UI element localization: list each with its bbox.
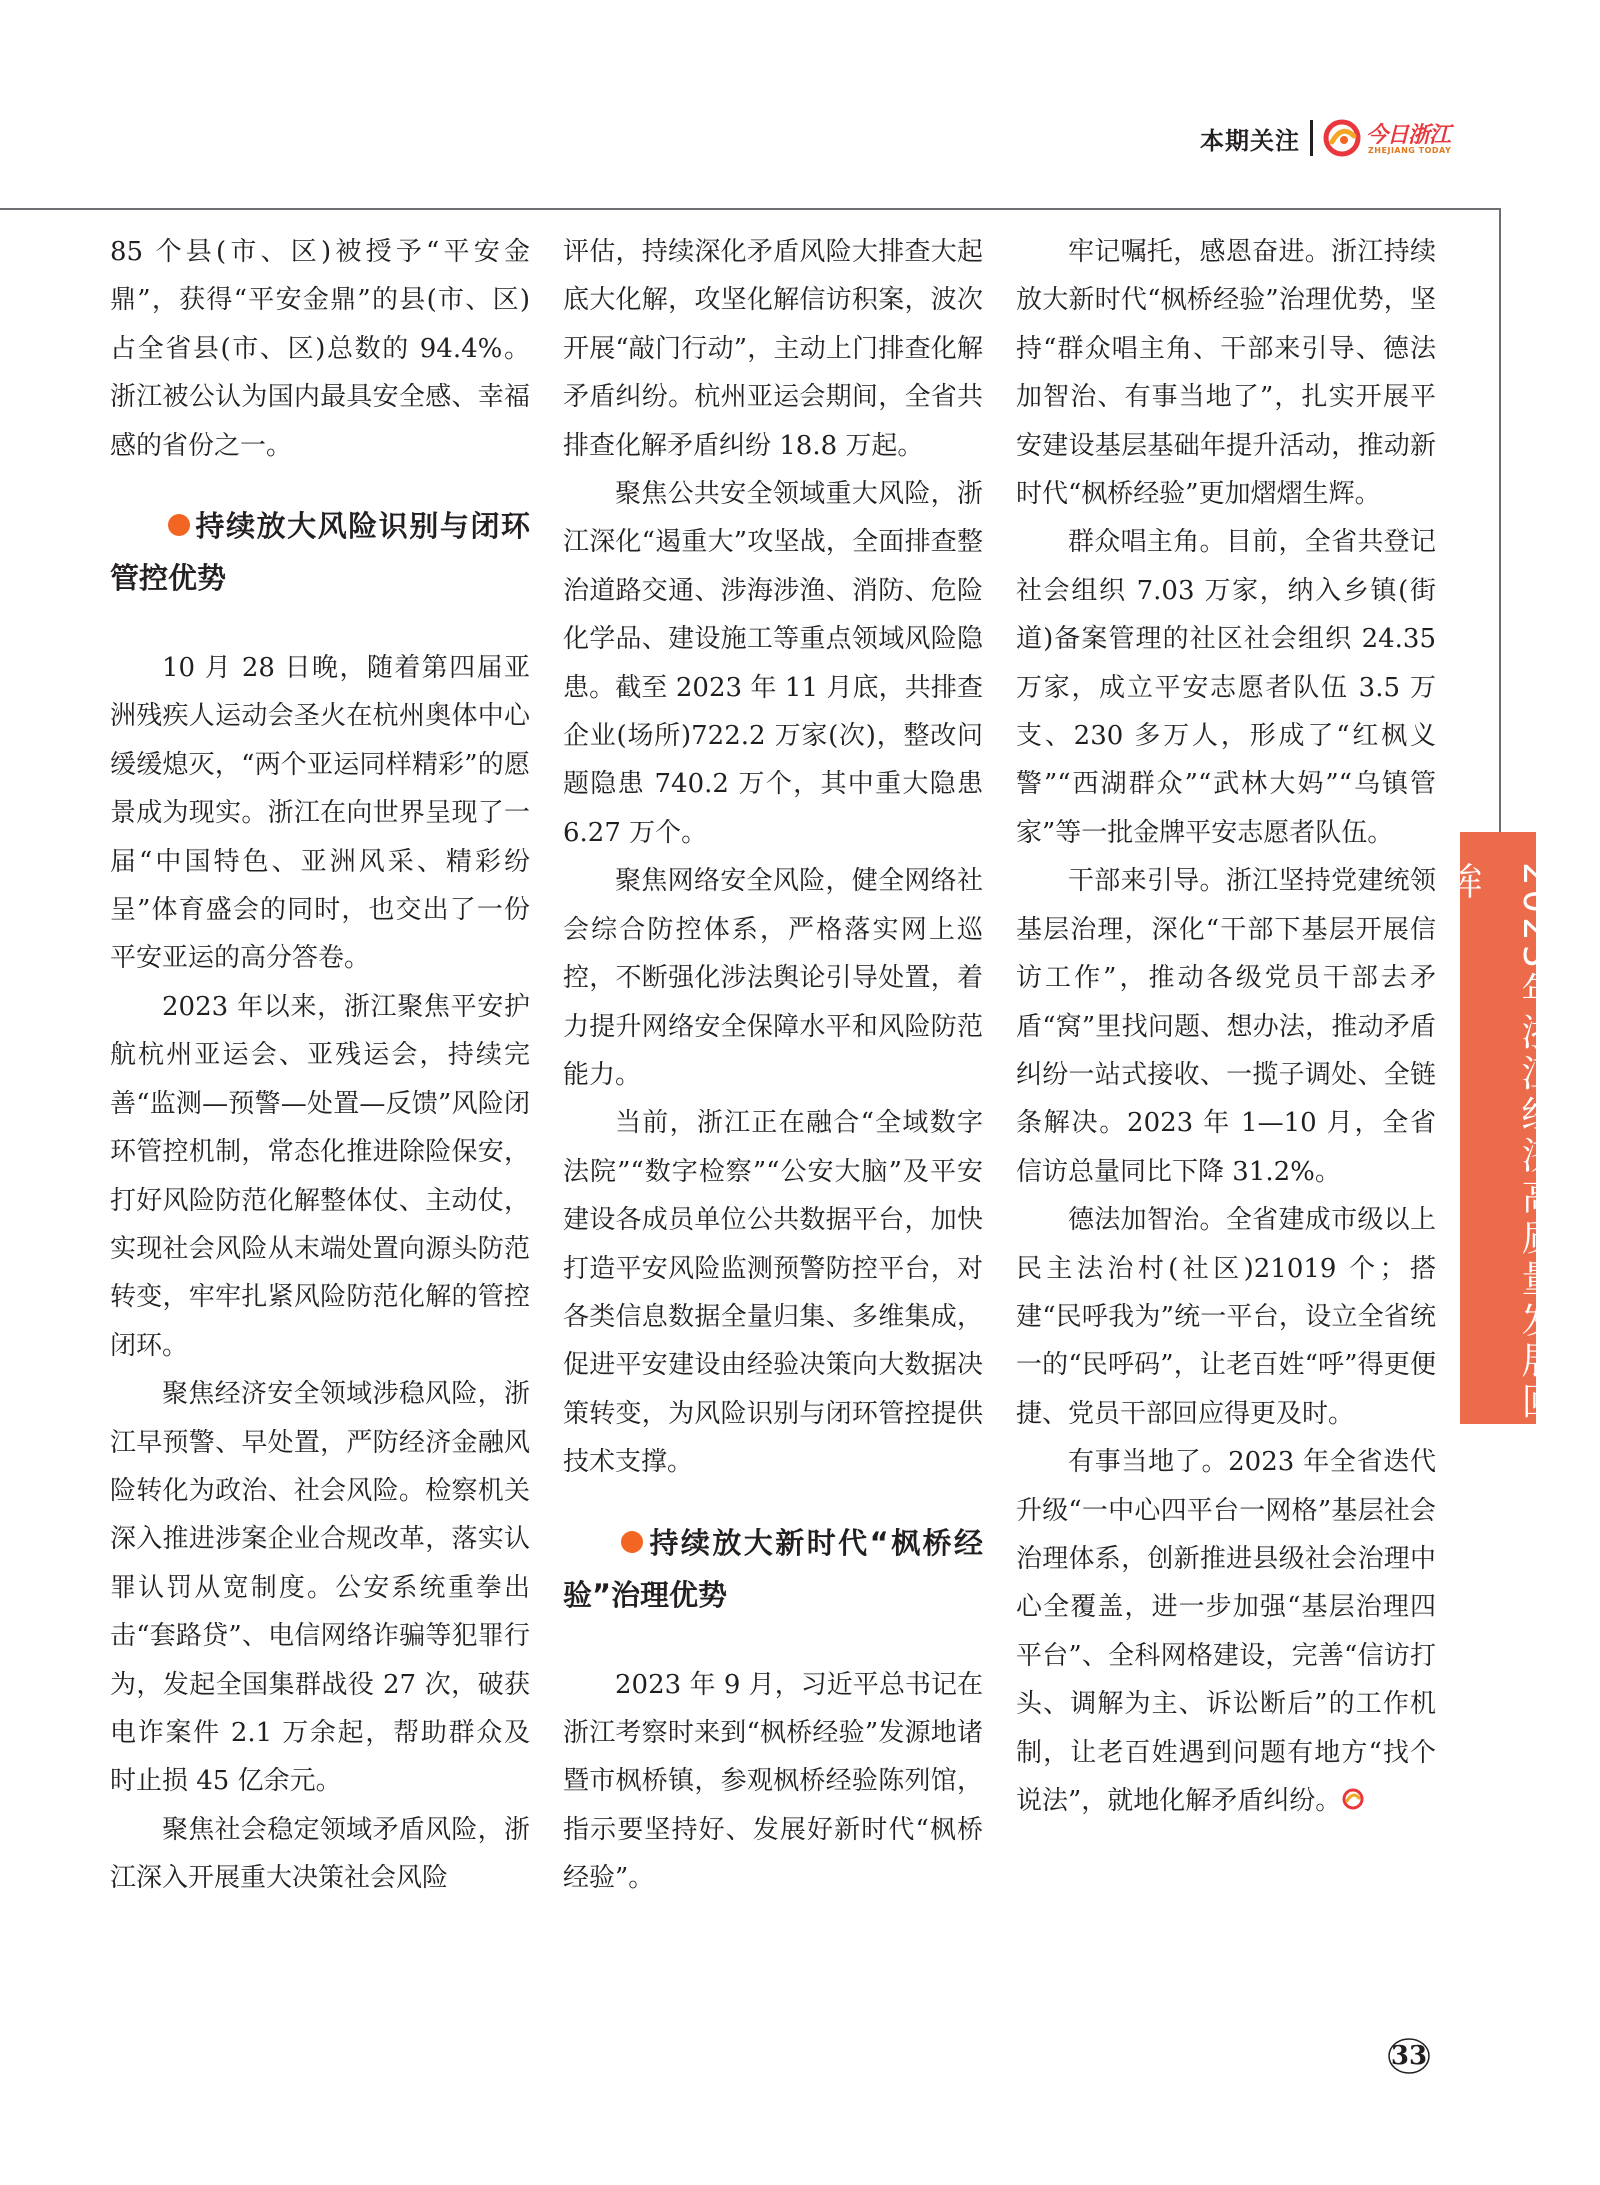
top-rule: [0, 208, 1500, 210]
banner-text: 2023年浙江经济高质量发展回眸: [1439, 862, 1558, 1424]
header-divider: [1310, 120, 1313, 156]
paragraph: 聚焦网络安全风险，健全网络社会综合防控体系，严格落实网上巡控，不断强化涉法舆论引导处置，着力提升网络安全保障水平和风险防范能力。: [563, 866, 983, 1090]
paragraph: 干部来引导。浙江坚持党建统领基层治理，深化“干部下基层开展信访工作”，推动各级党员干部去矛盾“窝”里找问题、想办法，推动矛盾纠纷一站式接收、一揽子调处、全链条解决。2023 年 1—10 月，全省信访总量同比下降 31.2%。: [1016, 866, 1436, 1187]
side-banner: [1439, 832, 1558, 1424]
paragraph-text: 有事当地了。2023 年全省迭代升级“一中心四平台一网格”基层社会治理体系，创新推进县级社会治理中心全覆盖，进一步加强“基层治理四平台”、全科网格建设，完善“信访打头、调解为主、诉讼断后”的工作机制，让老百姓遇到问题有地方“找个说法”，就地化解矛盾纠纷。: [1016, 1447, 1436, 1816]
paragraph: 聚焦公共安全领域重大风险，浙江深化“遏重大”攻坚战，全面排查整治道路交通、涉海涉渔、消防、危险化学品、建设施工等重点领域风险隐患。截至 2023 年 11 月底，共排查企业(场所)722.2 万家(次)，整改问题隐患 740.2 万个，其中重大隐患 6.27 万个。: [563, 479, 983, 848]
paragraph: [1016, 1438, 1436, 1825]
column-2: [563, 228, 983, 1903]
end-mark-icon: [1341, 1787, 1365, 1811]
heading-text: 持续放大新时代“枫桥经验”治理优势: [563, 1525, 983, 1612]
paragraph: 德法加智治。全省建成市级以上民主法治村(社区)21019 个；搭建“民呼我为”统一平台，设立全省统一的“民呼码”，让老百姓“呼”得更便捷、党员干部回应得更及时。: [1016, 1205, 1436, 1429]
paragraph: 2023 年 9 月，习近平总书记在浙江考察时来到“枫桥经验”发源地诸暨市枫桥镇，参观枫桥经验陈列馆，指示要坚持好、发展好新时代“枫桥经验”。: [563, 1669, 983, 1894]
paragraph: 当前，浙江正在融合“全域数字法院”“数字检察”“公安大脑”及平安建设各成员单位公共数据平台，加快打造平安风险监测预警防控平台，对各类信息数据全量归集、多维集成，促进平安建设由经验决策向大数据决策转变，为风险识别与闭环管控提供技术支撑。: [563, 1108, 983, 1478]
orange-dot-icon: [168, 514, 190, 536]
column-3: [1016, 228, 1436, 1825]
orange-dot-icon: [621, 1531, 643, 1553]
paragraph: 群众唱主角。目前，全省共登记社会组织 7.03 万家，纳入乡镇(街道)备案管理的社区社会组织 24.35 万家，成立平安志愿者队伍 3.5 万支、230 多万人，形成了“红枫义警”“西湖群众”“武林大妈”“乌镇管家”等一批金牌平安志愿者队伍。: [1016, 527, 1436, 848]
logo-subtext: ZHEJIANG TODAY: [1368, 146, 1452, 155]
paragraph: 牢记嘱托，感恩奋进。浙江持续放大新时代“枫桥经验”治理优势，坚持“群众唱主角、干部来引导、德法加智治、有事当地了”，扎实开展平安建设基层基础年提升活动，推动新时代“枫桥经验”更加熠熠生辉。: [1016, 237, 1436, 510]
logo-text: 今日浙江: [1366, 123, 1451, 148]
section-heading: [110, 500, 530, 604]
paragraph: 2023 年以来，浙江聚焦平安护航杭州亚运会、亚残运会，持续完善“监测—预警—处置—反馈”风险闭环管控机制，常态化推进除险保安，打好风险防范化解整体仗、主动仗，实现社会风险从末端处置向源头防范转变，牢牢扎紧风险防范化解的管控闭环。: [110, 991, 530, 1361]
column-1: [110, 228, 530, 1903]
right-rule: [1499, 208, 1501, 868]
page-number: [1386, 2036, 1432, 2076]
page-number-text: 33: [1390, 2041, 1428, 2071]
paragraph: 聚焦经济安全领域涉稳风险，浙江早预警、早处置，严防经济金融风险转化为政治、社会风险。检察机关深入推进涉案企业合规改革，落实认罪认罚从宽制度。公安系统重拳出击“套路贷”、电信网络诈骗等犯罪行为，发起全国集群战役 27 次，破获电诈案件 2.1 万余起，帮助群众及时止损 45 亿余元。: [110, 1379, 530, 1797]
section-title: 本期关注: [1200, 126, 1300, 155]
paragraph: 评估，持续深化矛盾风险大排查大起底大化解，攻坚化解信访积案，波次开展“敲门行动”，主动上门排查化解矛盾纠纷。杭州亚运会期间，全省共排查化解矛盾纠纷 18.8 万起。: [563, 237, 983, 461]
paragraph: 85 个县(市、区)被授予“平安金鼎”，获得“平安金鼎”的县(市、区)占全省县(市、区)总数的 94.4%。浙江被公认为国内最具安全感、幸福感的省份之一。: [110, 237, 530, 461]
paragraph: 10 月 28 日晚，随着第四届亚洲残疾人运动会圣火在杭州奥体中心缓缓熄灭，“两个亚运同样精彩”的愿景成为现实。浙江在向世界呈现了一届“中国特色、亚洲风采、精彩纷呈”体育盛会的同时，也交出了一份平安亚运的高分答卷。: [110, 653, 530, 974]
heading-text: 持续放大风险识别与闭环管控优势: [110, 509, 530, 596]
paragraph: 聚焦社会稳定领域矛盾风险，浙江深入开展重大决策社会风险: [110, 1814, 530, 1894]
section-heading: [563, 1517, 983, 1621]
